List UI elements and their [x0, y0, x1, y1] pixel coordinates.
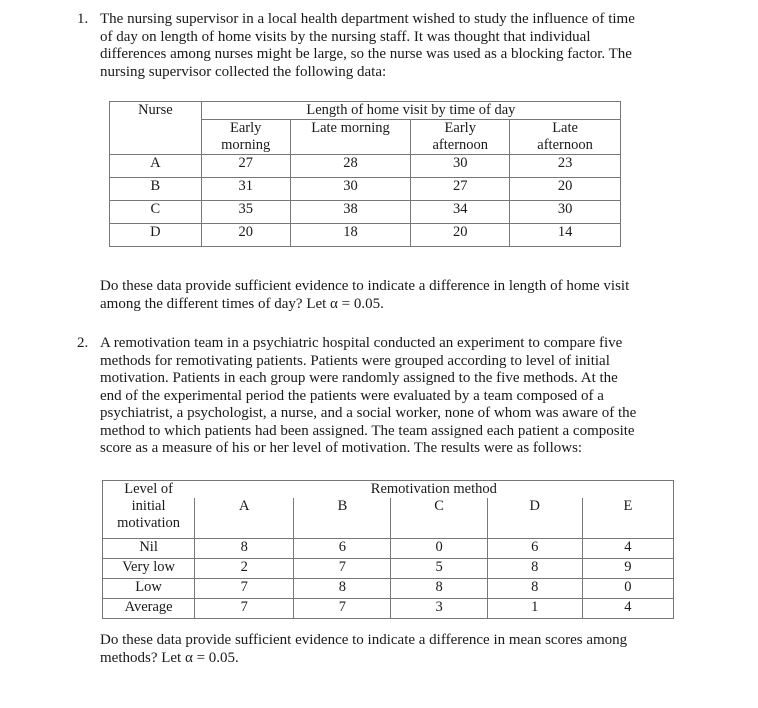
q2-col-header: B [294, 498, 391, 539]
q1-col-header: Late morning [290, 120, 411, 155]
q2-col-header: C [391, 498, 487, 539]
cell: 8 [487, 579, 582, 599]
cell: 28 [290, 155, 411, 178]
row-label: Nil [103, 539, 195, 559]
cell: 20 [201, 224, 290, 247]
q2-line: psychiatrist, a psychologist, a nurse, and a social worker, none of whom was aware of the [100, 405, 637, 421]
cell: 27 [411, 178, 510, 201]
cell: 4 [582, 599, 673, 619]
row-label: Low [103, 579, 195, 599]
cell: 1 [487, 599, 582, 619]
table-row [110, 155, 621, 178]
q2-question-line: Do these data provide sufficient evidence to indicate a difference in mean scores among [100, 632, 628, 648]
cell: 34 [411, 201, 510, 224]
cell: 9 [582, 559, 673, 579]
q1-line: nursing supervisor collected the following data: [100, 63, 387, 80]
q1-question-line: among the different times of day? Let α = 0.05. [100, 295, 384, 312]
q2-col-header: D [487, 498, 582, 539]
cell: 8 [391, 579, 487, 599]
cell: 27 [201, 155, 290, 178]
cell: 2 [195, 559, 294, 579]
q2-group-header: Remotivation method [370, 481, 497, 497]
cell: 4 [582, 539, 673, 559]
q2-question [100, 632, 627, 667]
q2-line: A remotivation team in a psychiatric hospital conducted an experiment to compare five [100, 335, 623, 351]
q1-number: 1. [77, 11, 89, 27]
cell: 7 [195, 579, 294, 599]
q2-line: score as a measure of his or her level of motivation. The results were as follows: [100, 440, 583, 456]
row-label: B [110, 178, 202, 201]
table-row [110, 224, 621, 247]
table-row [103, 539, 674, 559]
cell: 8 [487, 559, 582, 579]
q2-question-line: methods? Let α = 0.05. [100, 649, 239, 666]
q2-col-header: E [582, 498, 673, 539]
table-row [110, 201, 621, 224]
q2-col-header: A [195, 498, 294, 539]
table-row [103, 599, 674, 619]
cell: 5 [391, 559, 487, 579]
q2-number: 2. [77, 335, 89, 351]
q1-line: differences among nurses might be large, so the nurse was used as a blocking factor. The [100, 46, 632, 62]
cell: 20 [411, 224, 510, 247]
cell: 38 [290, 201, 411, 224]
q2-line: end of the experimental period the patients were evaluated by a team composed of a [100, 387, 604, 404]
cell: 8 [195, 539, 294, 559]
q1-group-header: Length of home visit by time of day [201, 102, 620, 120]
cell: 18 [290, 224, 411, 247]
row-label: Very low [103, 559, 195, 579]
row-label: D [110, 224, 202, 247]
q1-line: The nursing supervisor in a local health department wished to study the influence of time [100, 11, 635, 27]
cell: 30 [411, 155, 510, 178]
q1-col-header: Late afternoon [510, 120, 621, 155]
cell: 7 [294, 599, 391, 619]
q2-corner-header: Level of initial motivation [103, 481, 195, 539]
cell: 8 [294, 579, 391, 599]
cell: 3 [391, 599, 487, 619]
q1-paragraph [100, 11, 635, 81]
cell: 6 [294, 539, 391, 559]
q1-col-header: Early morning [201, 120, 290, 155]
cell: 31 [201, 178, 290, 201]
table-row [103, 579, 674, 599]
cell: 0 [582, 579, 673, 599]
table-row [110, 178, 621, 201]
cell: 6 [487, 539, 582, 559]
cell: 0 [391, 539, 487, 559]
cell: 7 [294, 559, 391, 579]
row-label: C [110, 201, 202, 224]
q2-table [102, 480, 674, 619]
cell: 14 [510, 224, 621, 247]
q1-question-line: Do these data provide sufficient evidence to indicate a difference in length of home visit [100, 278, 630, 294]
q2-paragraph [100, 335, 636, 458]
q1-line: of day on length of home visits by the nursing staff. It was thought that individual [100, 28, 591, 45]
q2-line: methods for remotivating patients. Patients were grouped according to level of initial [100, 352, 610, 369]
q2-line: motivation. Patients in each group were randomly assigned to the five methods. At the [100, 370, 618, 386]
q1-question [100, 278, 629, 313]
cell: 35 [201, 201, 290, 224]
cell: 20 [510, 178, 621, 201]
cell: 23 [510, 155, 621, 178]
q1-col-header: Early afternoon [411, 120, 510, 155]
table-row [103, 559, 674, 579]
cell: 30 [510, 201, 621, 224]
cell: 7 [195, 599, 294, 619]
q1-table [109, 101, 621, 247]
q1-corner-header: Nurse [110, 102, 202, 155]
cell: 30 [290, 178, 411, 201]
row-label: A [110, 155, 202, 178]
q2-line: method to which patients had been assigned. The team assigned each patient a composite [100, 422, 635, 439]
row-label: Average [103, 599, 195, 619]
